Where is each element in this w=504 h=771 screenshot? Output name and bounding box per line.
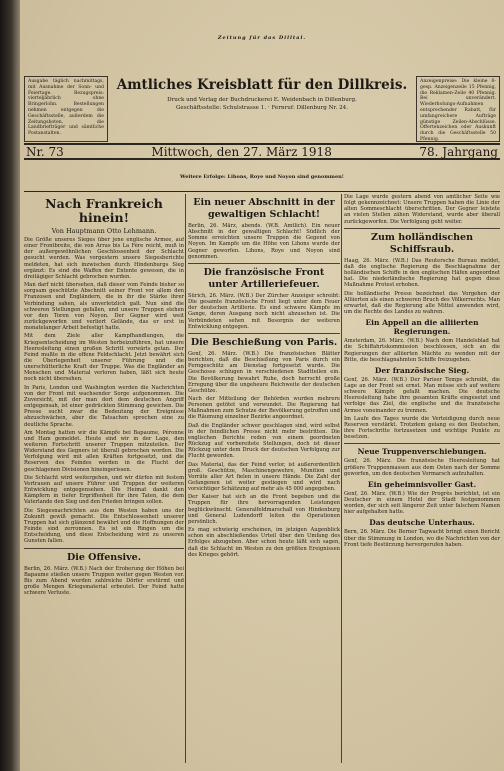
- paragraph: Daß die Engländer schwer geschlagen sind, wird selbst in der feindlichen Presse nicht mehr bestritten. Die englischen Berichte reden von einem geordneten Rückzug auf vorbereitete Stellungen, doch ist dieser Rückzug unter dem Druck der deutschen Verfolgung zur Flucht geworden.: [188, 422, 340, 460]
- newspaper-page: [20, 0, 504, 771]
- article-heading: Der französische Sieg.: [374, 365, 470, 375]
- paragraph: Haag, 26. März. (W.B.) Das Reutersche Bureau meldet, daß die englische Regierung die Beschlagnahme der holländischen Schiffe in den englischen Häfen angeordnet hat. Die niederländische Regierung hat gegen diese Maßnahme Protest erhoben.: [344, 257, 500, 289]
- column-rule: [341, 194, 342, 763]
- paragraph: Sürich, 26. März. (W.B.) Der Zürcher Anzeiger schreibt: Die gesamte französische Front liegt unter dem Feuer der deutschen Artillerie. Es sind schwere Kämpfe im Gange, deren Ausgang noch nicht abzusehen ist. Die Verbündeten sehen mit Besorgnis der weiteren Entwicklung entgegen.: [188, 292, 340, 330]
- issue-date: Mittwoch, den 27. März 1918: [151, 144, 332, 159]
- paragraph: Genf, 26. März. (W.B.) Die französischen Blätter berichten, daß die Beschießung von Paris durch ein Ferngeschütz am Dienstag fortgesetzt wurde. Die Geschosse schlugen in verschiedenen Stadtteilen ein. Die Bevölkerung bewahrt Ruhe, doch herrscht große Erregung über die ungeheure Reichweite der deutschen Geschütze.: [188, 350, 340, 394]
- newspaper-title: Zeitung für das Dilltal.: [217, 35, 307, 41]
- article-heading: Neue Truppenverschiebungen.: [357, 447, 487, 457]
- ear-right-text: Anzeigenpreise: Die kleine 6-gesp. Anzeigenzeile 15 Pfennig, die Reklamen-Zeile 40 Pfennig. Bei unverändert. Wiederholungs-Aufnahmen entsprechender Rabatt, für umfangreichere Aufträge günstige Zeilen-Abschlüsse. Offertenzeichen oder Auskunft durch die Geschäftsstelle 50 Pfennig.: [420, 79, 496, 142]
- article-heading: Ein geheimnisvoller Gast.: [367, 479, 477, 489]
- paragraph: Am Montag hatten wir die Kämpfe bei Bapaume, Péronne und Ham gemeldet. Heute sind wir in der Lage, den weiteren Fortschritt unserer Truppen mitzuteilen. Der Widerstand des Gegners ist überall gebrochen worden. Die Verfolgung wird mit allen Kräften fortgesetzt, und die Reserven des Feindes werden in die Flucht der geschlagenen Divisionen hineingerissen.: [24, 429, 184, 473]
- issue-number: Nr. 73: [26, 144, 64, 159]
- paragraph: In Paris, London und Washington werden die Nachrichten von der Front mit wachsender Sorge aufgenommen. Die Zuversicht, mit der man dort dem deutschen Angriff entgegensah, ist einer gedrückten Stimmung gewichen. Die Presse sucht zwar die Bedeutung der Ereignisse abzuschwächen, aber die Tatsachen sprechen eine zu deutliche Sprache.: [24, 384, 184, 428]
- newspaper-subtitle: Amtliches Kreisblatt für den Dillkreis.: [116, 77, 408, 93]
- column-3: [344, 194, 500, 765]
- subtitle-block: [112, 74, 412, 112]
- publisher-line: Druck und Verlag der Buchdruckerei E. Weidenbach in Dillenburg.: [167, 97, 357, 103]
- section-divider: [188, 333, 340, 334]
- paragraph: Amsterdam, 26. März. (W.B.) Nach dem Handelsblad hat die Schiffahrtskommission beschlossen, sich an die Regierungen der alliierten Mächte zu wenden mit der Bitte, die beschlagnahmten Schiffe freizugeben.: [344, 338, 500, 363]
- paragraph: Nach der Mitteilung der Behörden wurden mehrere Personen getötet und verwundet. Die Regierung hat Maßnahmen zum Schutze der Bevölkerung getroffen und die Räumung einzelner Bezirke angeordnet.: [188, 395, 340, 421]
- dateline: [24, 143, 500, 160]
- article-heading: Die Offensive.: [66, 551, 142, 563]
- paragraph: Im Laufe des Tages wurde die Verteidigung durch neue Reserven verstärkt. Trotzdem gelang es den Deutschen, ihre Fortschritte fortzusetzen und wichtige Punkte zu besetzen.: [344, 415, 500, 441]
- masthead: [20, 6, 504, 70]
- paragraph: Mit dem Ziele aller Kampfhandlungen, die Kriegsentscheidung im Westen herbeizuführen, hat unsere Heeresleitung einen großen Schritt vorwärts getan. Der Feind mußte in die offene Feldschlacht. Jetzt bewährt sich die Überlegenheit unserer Führung und die unerschütterliche Kraft der Truppe. Was die Engländer an Menschen und Material verloren haben, läßt sich heute noch nicht übersehen.: [24, 333, 184, 383]
- volume-number: 78. Jahrgang: [419, 144, 498, 159]
- article-heading: Ein neuer Abschnitt in der gewaltigen Schlacht!: [193, 197, 335, 220]
- paragraph: Genf, 26. März. (W.B.) Wie der Progrès berichtet, ist ein Deutscher in einem Hotel der Stadt festgenommen worden, der sich seit längerer Zeit unter falschem Namen hier aufgehalten hatte.: [344, 490, 500, 516]
- paragraph: Die Größe unseres Sieges über jene englische Armee, auf einer Frontbreite, die von Arras bis La Fère reicht, muß in der außergewöhnlichen Geschlossenheit der Schlacht gesucht werden. Was vorgestern unsere Siegesberichte meldeten, hat sich inzwischen durch Hindenburgs Sieg ergänzt: Es sind die Waffen der Entente gewesen, die in dreitägiger Schlacht gebrochen wurden.: [24, 237, 184, 280]
- paragraph: Die Lage wurde gestern abend von amtlicher Seite wie folgt gekennzeichnet: Unsere Truppen haben die Linie der alten Sommeschlacht überschritten. Der Gegner leistete an vielen Stellen zähen Widerstand, wurde aber überall zurückgeworfen. Die Verfolgung geht weiter.: [344, 194, 500, 225]
- paragraph: Der Kaiser hat sich an die Front begeben und die Truppen für ihre hervorragenden Leistungen beglückwünscht. Generalfeldmarschall von Hindenburg und General Ludendorff leiten die Operationen persönlich.: [188, 494, 340, 525]
- paragraph: Berlin, 26. März. (W.B.) Nach der Eroberung der Höhen bei Bapaume stießen unsere Truppen weiter gegen Westen vor. Bis zum Abend wurden zahlreiche Dörfer erstürmt und große Mengen Kriegsmaterial erbeutet. Der Feind hatte schwere Verluste.: [24, 565, 184, 597]
- section-divider: [344, 228, 500, 229]
- paragraph: Genf, 26. März. Die französische Heeresleitung hat größere Truppenmassen aus dem Osten nach der Somme geworfen, um den deutschen Vormarsch aufzuhalten.: [344, 458, 500, 477]
- paragraph: Die Siegesnachrichten aus dem Westen haben uns der Zukunft gewiß gemacht. Die Entschlossenheit unserer Truppen hat sich glänzend bewährt und die Hoffnungen der Feinde sind zerronnen. Es ist ein Ringen um die Entscheidung, und diese Entscheidung wird zu unseren Gunsten fallen.: [24, 507, 184, 545]
- article-heading: Nach Frankreich hinein!: [45, 196, 163, 225]
- paragraph: Genf, 26. März. (W.B.) Der Pariser Temps schreibt, die Lage an der Front sei ernst. Man müsse sich auf weitere schwere Kämpfe gefaßt machen. Die deutsche Heeresleitung habe ihre gesamten Kräfte eingesetzt und verfolge das Ziel, die englische und die französische Armee voneinander zu trennen.: [344, 376, 500, 414]
- paragraph: Es mag schwierig erscheinen, im jetzigen Augenblick schon ein abschließendes Urteil über den Umfang des Erfolges abzugeben. Aber schon heute läßt sich sagen, daß die Schlacht im Westen zu den größten Ereignissen des Krieges gehört.: [188, 527, 340, 558]
- article-heading: Zum holländischen Schiffsraub.: [371, 231, 473, 255]
- section-divider: [188, 263, 340, 264]
- paragraph: Das Material, das der Feind verlor, ist außerordentlich groß. Geschütze, Maschinengewehre, Munition und Vorräte aller Art fielen in unsere Hände. Die Zahl der Gefangenen ist weiter gestiegen und wird nach vorsichtiger Schätzung auf mehr als 45 000 angegeben.: [188, 461, 340, 493]
- ear-left-box: [24, 76, 108, 142]
- column-rule: [185, 194, 186, 763]
- office-line: Geschäftsstelle: Schulstrasse 1. · Fernruf: Dillenburg Nr. 24.: [175, 105, 349, 111]
- article-byline: Von Hauptmann Otto Lehmann.: [51, 227, 157, 235]
- article-body: [24, 237, 184, 545]
- paragraph: Die Schlacht wird weitergehen, und wir dürfen mit festem Vertrauen auf unsere Führer und Truppen der weiteren Entwicklung entgegensehen. Die Heimat dankt den Kämpfern in tiefer Ergriffenheit für ihre Taten, die dem Vaterlande den Sieg und den Frieden bringen sollen.: [24, 474, 184, 506]
- main-headline: Weitere Erfolge: Lihons, Roye und Noyon sind genommen!: [24, 163, 500, 192]
- ear-right-box: [416, 76, 500, 142]
- paragraph: Berlin, 26. März, abends. (W.B. Amtlich). Ein neuer Abschnitt in der gewaltigen Schlacht! Südlich der Somme erreichten unsere Truppen die Gegend von Noyon. Im Kampfe um die Höhe von Lihons wurde der Gegner geworfen. Lihons, Roye und Noyon sind genommen.: [188, 223, 340, 260]
- article-heading: Das deutsche Unterhaus.: [369, 518, 475, 528]
- paragraph: Die holländische Presse bezeichnet das Vorgehen der Alliierten als einen schweren Bruch des Völkerrechts. Man erwartet, daß die Regierung alle Mittel anwenden wird, um die Rechte des Landes zu wahren.: [344, 290, 500, 316]
- column-1: [24, 194, 184, 765]
- section-divider: [24, 548, 184, 549]
- column-2: [188, 194, 340, 765]
- paragraph: Man darf nicht übersehen, daß dieser vom Feinde bisher so sorgsam geschützte Abschnitt seiner Front vor allem den Franzosen und Engländern, die in ihr die Stärke ihrer Verbindung sahen, als unverletzlich galt. Nun sind die schweren Stellungen gefallen, und unsere Truppen stehen vor den Toren von Noyon. Der Gegner wird weit zurückgeworfen und verliert Gelände, das er erst in monatelanger Arbeit befestigt hatte.: [24, 282, 184, 332]
- article-heading: Die französische Front unter Artilleriefeuer.: [203, 266, 325, 290]
- section-divider: [344, 443, 500, 444]
- paragraph: Bern, 26. März. Die Berner Tagwacht bringt einen Bericht über die Stimmung in London, wo die Nachrichten von der Front tiefe Bestürzung hervorgerufen haben.: [344, 529, 500, 548]
- adjacent-page-edge: [0, 0, 20, 771]
- article-heading: Die Beschießung von Paris.: [190, 336, 338, 348]
- article-heading: Ein Appell an die alliierten Regierungen.: [365, 318, 479, 337]
- ear-left-text: Ausgabe täglich nachmittags, mit Ausnahme der Sonn- und Feiertage. Bezugspreis: vierteljährlich ohne Bringerlohn. Bestellungen nehmen entgegen die Geschäftsstelle, außerdem die Zeitungsboten, die Landbriefträger und sämtliche Postanstalten.: [28, 79, 104, 137]
